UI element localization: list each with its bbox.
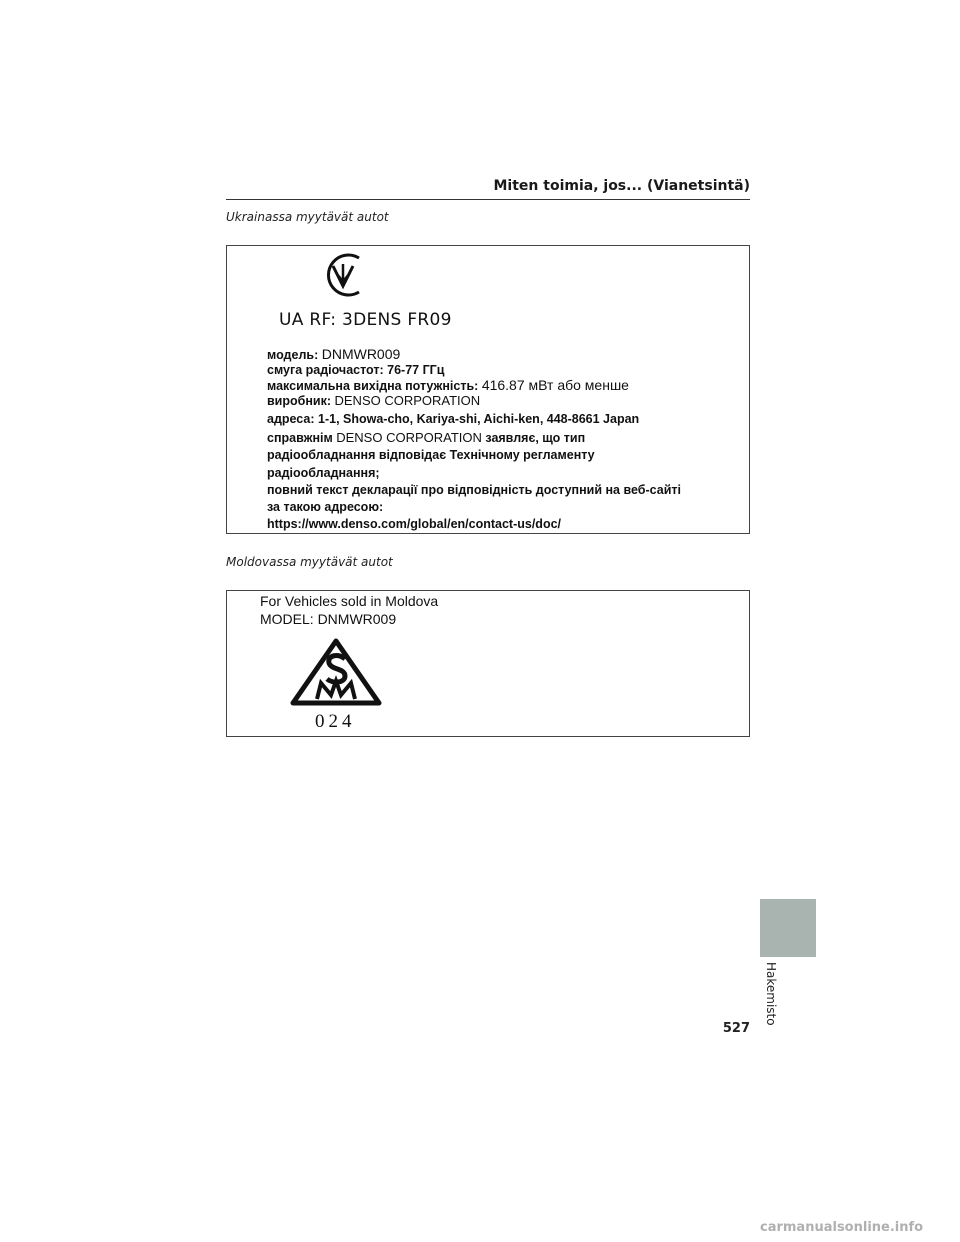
- ua-band-line: смуга радіочастот: 76-77 ГГц: [267, 363, 445, 377]
- ua-address-line: адреса: 1-1, Showa-cho, Kariya-shi, Aichi-ken, 448-8661 Japan: [267, 412, 640, 426]
- ua-maker-line: [267, 393, 480, 408]
- md-model: MODEL: DNMWR009: [260, 611, 397, 627]
- moldova-caption: Moldovassa myytävät autot: [226, 555, 393, 569]
- ua-power-value: 416.87 мВт або менше: [481, 377, 629, 393]
- ua-declare-1: справжнім: [267, 431, 333, 445]
- ua-model-line: [267, 346, 400, 362]
- ua-rf-code: UA RF: 3DENS FR09: [279, 310, 452, 330]
- ua-at-address-line: за такою адресою:: [267, 500, 384, 514]
- ua-conform-line-1: радіообладнання відповідає Технічному регламенту: [267, 448, 595, 462]
- page-number: 527: [722, 1021, 750, 1036]
- ua-power-line: [267, 377, 629, 393]
- ua-model-label: модель:: [267, 348, 319, 362]
- md-mark-code: 024: [315, 711, 356, 732]
- index-side-tab[interactable]: [760, 899, 816, 957]
- ua-model-value: DNMWR009: [321, 346, 401, 362]
- ua-power-label: максимальна вихідна потужність:: [267, 379, 479, 393]
- ua-conformity-mark-icon: [319, 248, 367, 302]
- header-divider: [226, 199, 750, 200]
- moldova-label-box: [226, 590, 750, 737]
- ua-maker-value: DENSO CORPORATION: [334, 393, 481, 408]
- ukraine-label-box: [226, 245, 750, 534]
- footer-watermark: carmanualsonline.info: [760, 1220, 924, 1235]
- ua-maker-label: виробник:: [267, 394, 332, 408]
- ukraine-caption: Ukrainassa myytävät autot: [226, 210, 389, 224]
- ua-conform-line-2: радіообладнання;: [267, 466, 380, 480]
- ua-declare-3: заявляє, що тип: [485, 431, 586, 445]
- ua-declare-line: [267, 430, 585, 445]
- section-title: Miten toimia, jos... (Vianetsintä): [493, 178, 750, 194]
- sm-conformity-mark-icon: [289, 637, 383, 707]
- ua-fulltext-line: повний текст декларації про відповідність доступний на веб-сайті: [267, 483, 681, 497]
- ua-declare-2: DENSO CORPORATION: [336, 430, 482, 445]
- index-side-label: Hakemisto: [764, 962, 778, 1026]
- ua-url-line: https://www.denso.com/global/en/contact-us/doc/: [267, 517, 562, 531]
- md-title: For Vehicles sold in Moldova: [260, 593, 439, 609]
